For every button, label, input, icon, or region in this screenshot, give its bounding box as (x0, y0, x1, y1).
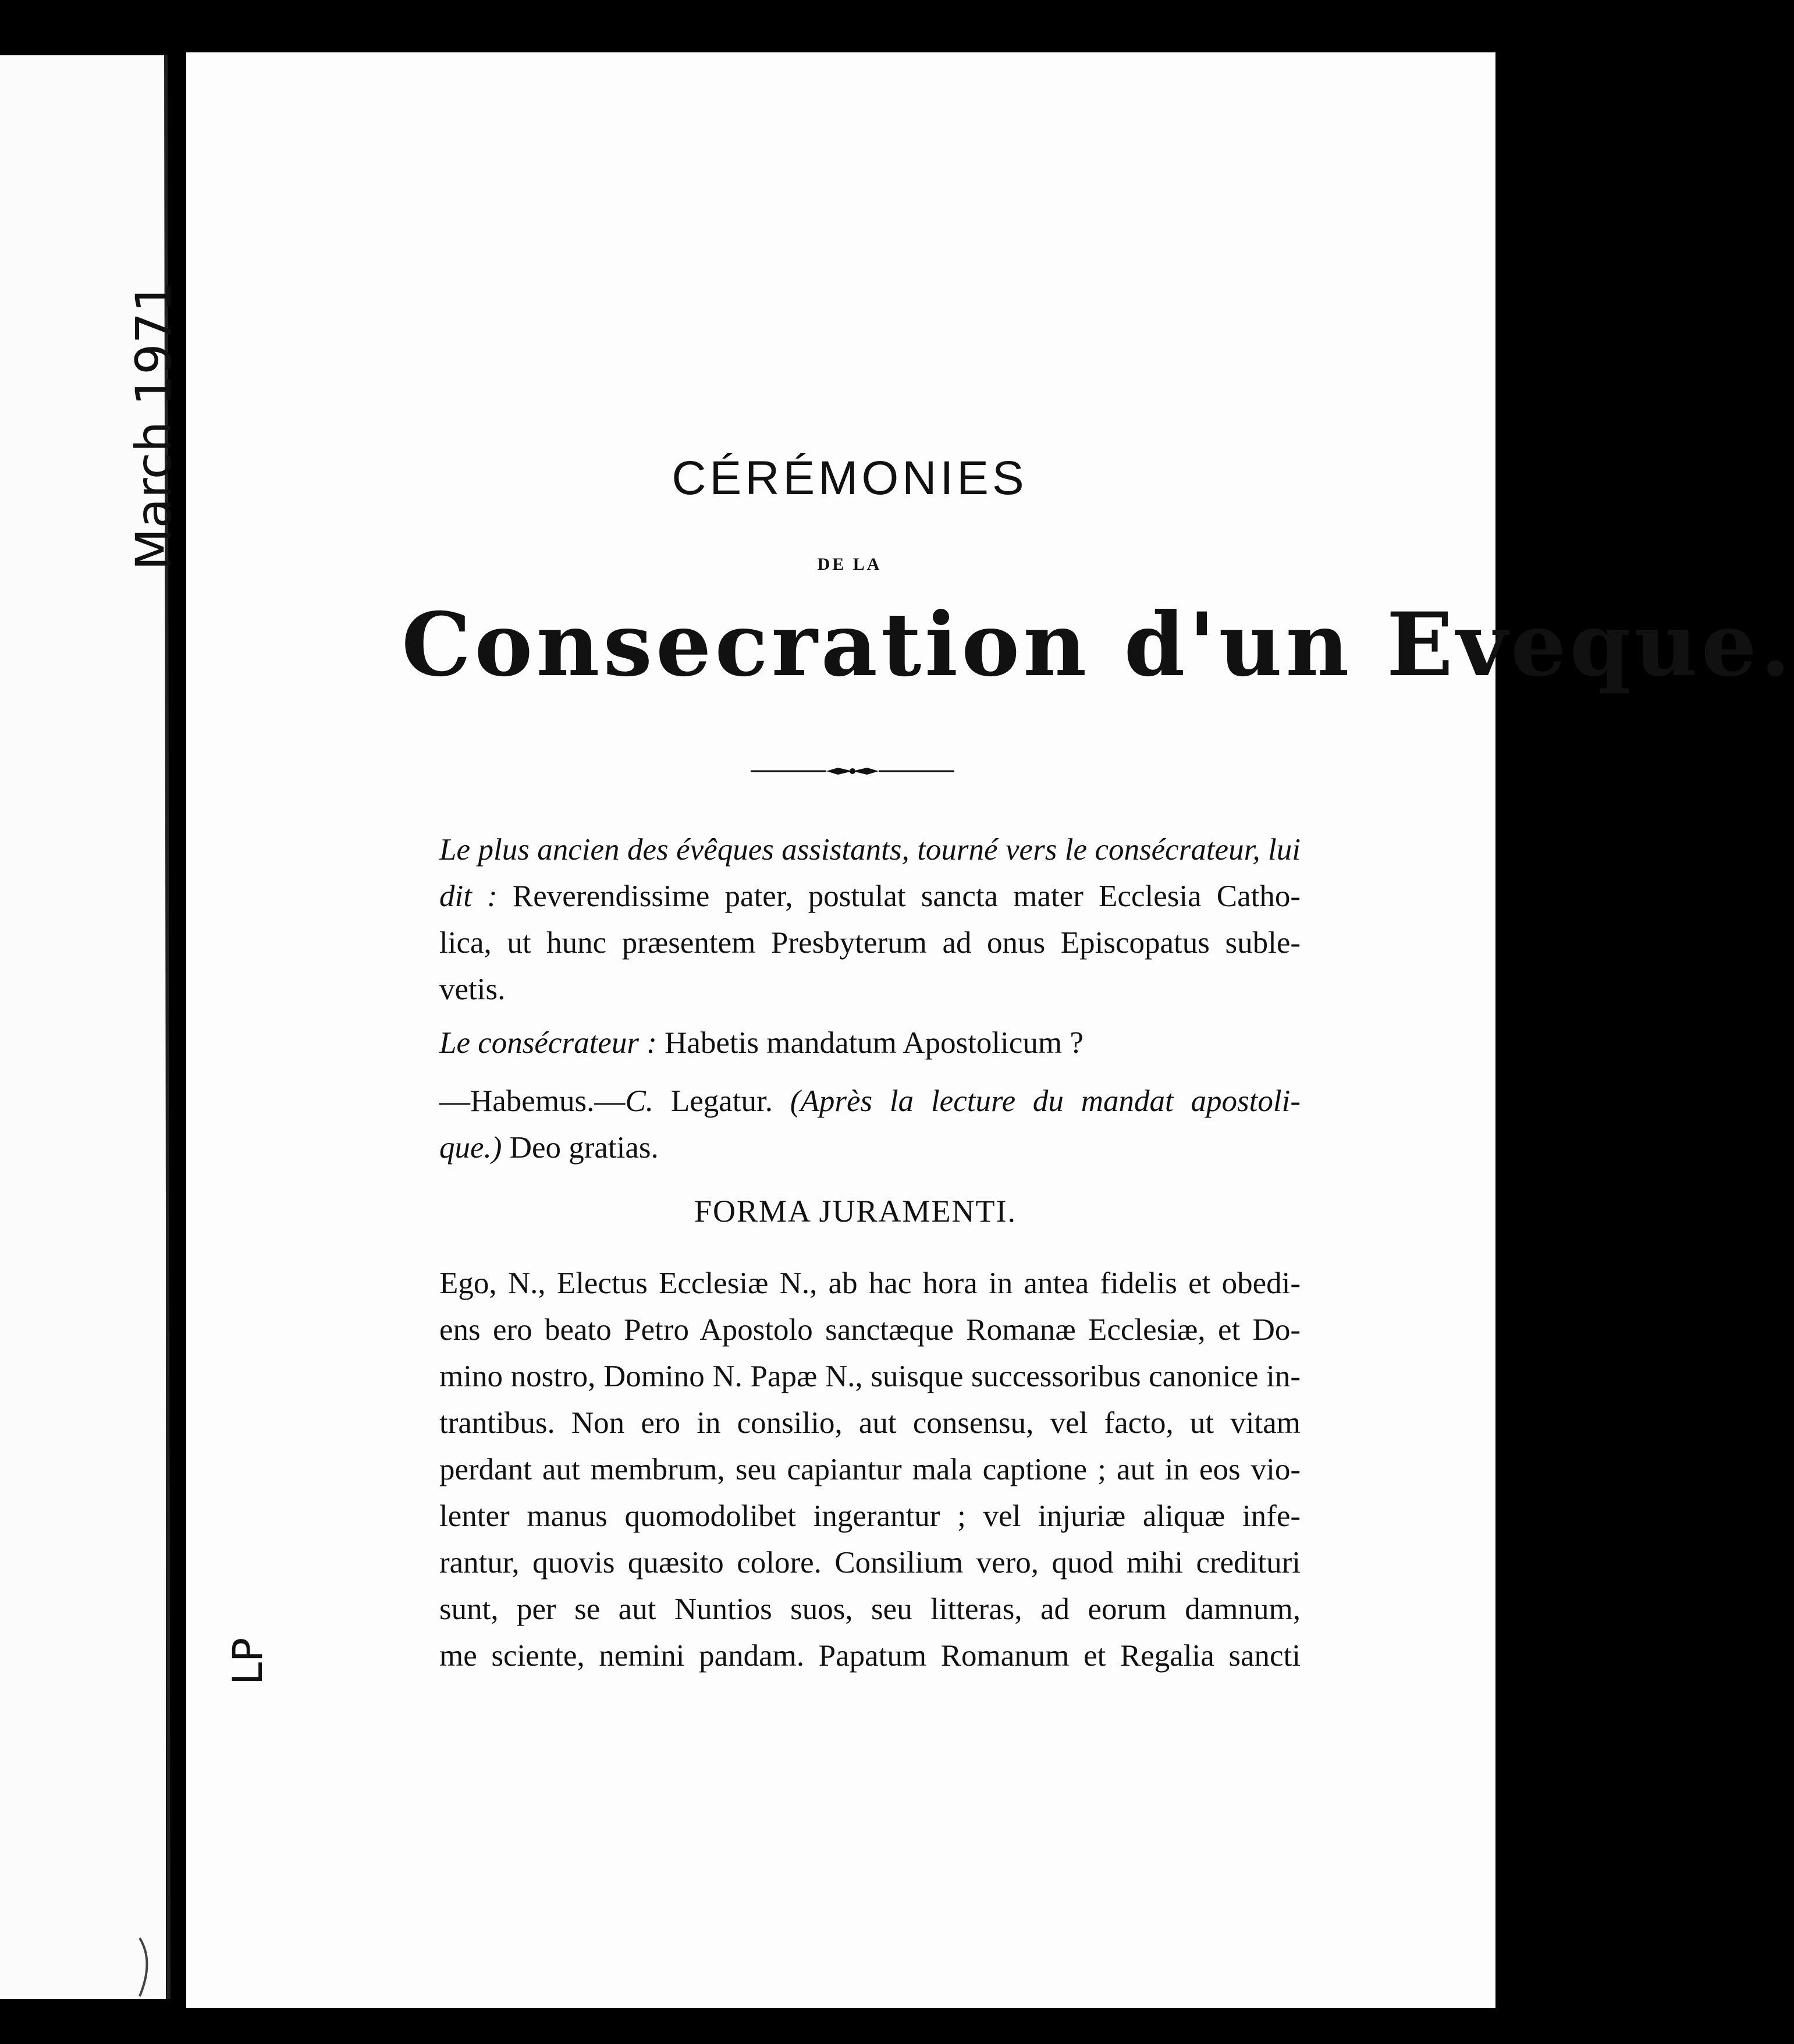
oath-paragraph (439, 1260, 1301, 1679)
rubric-text: Le consécrateur : (439, 1026, 657, 1060)
handwritten-call-mark: LP (224, 1637, 272, 1685)
latin-text: —Habemus.— (439, 1084, 626, 1118)
paragraph-mandate (439, 1020, 1301, 1066)
latin-text: Legatur. (670, 1084, 773, 1118)
oath-line: sunt, per se aut Nuntios suos, seu litteras, ad eorum damnum, (439, 1592, 1301, 1626)
handwritten-date-note: March 1971 (125, 281, 182, 570)
latin-text: lica, ut hunc præsentem Presbyterum ad onus Episcopatus suble- (439, 926, 1301, 960)
latin-text: vetis. (439, 973, 506, 1006)
oath-line: rantur, quovis quæsito colore. Consilium vero, quod mihi credituri (439, 1546, 1301, 1580)
page-title: CÉRÉMONIES (672, 452, 1028, 505)
section-heading: FORMA JURAMENTI. (694, 1194, 1017, 1229)
speaker-mark: C. (625, 1084, 654, 1118)
rubric-text: dit : (439, 879, 498, 913)
rubric-text: Le plus ancien des évêques assistants, tourné vers le consécrateur, lui (439, 833, 1301, 867)
oath-line: perdant aut membrum, seu capiantur mala captione ; aut in eos vio- (439, 1453, 1301, 1486)
rubric-text: (Après la lecture du mandat apostoli- (790, 1084, 1301, 1118)
oath-line: lenter manus quomodolibet ingerantur ; vel injuriæ aliquæ infe- (439, 1499, 1301, 1533)
oath-line: Ego, N., Electus Ecclesiæ N., ab hac hora in antea fidelis et obedi- (439, 1266, 1301, 1300)
latin-text: Deo gratias. (509, 1131, 659, 1165)
oath-line: ens ero beato Petro Apostolo sanctæque Romanæ Ecclesiæ, et Do- (439, 1313, 1301, 1347)
oath-line: trantibus. Non ero in consilio, aut consensu, vel facto, ut vitam (439, 1406, 1301, 1440)
latin-text: Habetis mandatum Apostolicum ? (665, 1026, 1083, 1060)
page-subtitle: Consecration d'un Eveque. (402, 594, 1794, 696)
ornament-divider (751, 762, 954, 780)
paragraph-reading (439, 1078, 1301, 1171)
rubric-text: que.) (439, 1131, 502, 1165)
paragraph-request (439, 826, 1301, 1013)
oath-line: mino nostro, Domino N. Papæ N., suisque successoribus canonice in- (439, 1360, 1301, 1393)
title-connector: DE LA (817, 555, 882, 574)
oath-line: me sciente, nemini pandam. Papatum Romanum et Regalia sancti (439, 1639, 1301, 1673)
latin-text: Reverendissime pater, postulat sancta mater Ecclesia Catho- (512, 879, 1301, 913)
